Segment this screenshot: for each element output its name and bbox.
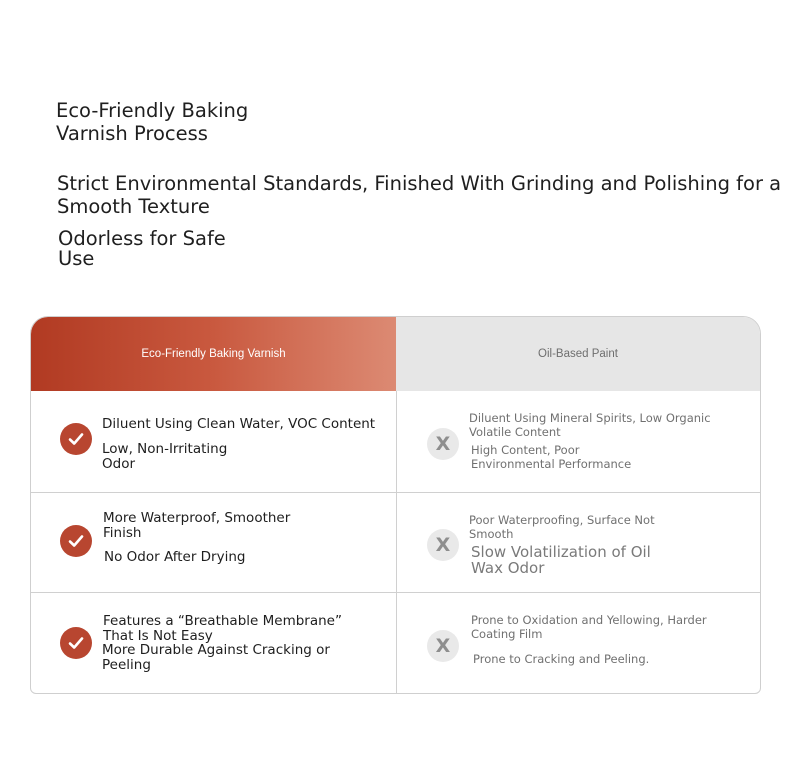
column-divider <box>396 391 397 693</box>
check-circle-icon <box>60 423 92 455</box>
subtitle-odorless: Odorless for Safe Use <box>58 227 226 270</box>
row-divider <box>31 492 760 493</box>
oil-drawback-text: Prone to Cracking and Peeling. <box>473 652 650 666</box>
check-circle-icon <box>60 525 92 557</box>
eco-benefit-text: More Waterproof, Smoother Finish <box>103 510 291 541</box>
row-divider <box>31 592 760 593</box>
page-title: Eco-Friendly Baking Varnish Process <box>56 99 249 145</box>
oil-drawback-text: High Content, Poor Environmental Performance <box>471 443 632 471</box>
subtitle-standards: Strict Environmental Standards, Finished With Grinding and Polishing for a Smooth Texture <box>57 172 782 218</box>
oil-drawback-text: Prone to Oxidation and Yellowing, Harder Coating Film <box>471 613 707 641</box>
comparison-table <box>30 316 761 694</box>
x-circle-icon: X <box>427 529 459 561</box>
eco-varnish-header: Eco-Friendly Baking Varnish <box>31 317 396 391</box>
eco-benefit-text: No Odor After Drying <box>104 549 246 565</box>
oil-drawback-text: Diluent Using Mineral Spirits, Low Organic Volatile Content <box>469 411 711 439</box>
oil-drawback-text: Slow Volatilization of Oil Wax Odor <box>471 543 651 577</box>
eco-benefit-text: More Durable Against Cracking or Peeling <box>102 642 330 673</box>
oil-paint-header: Oil-Based Paint <box>396 317 760 391</box>
eco-benefit-text: Features a “Breathable Membrane” That Is Not Easy <box>103 613 342 644</box>
eco-benefit-text: Low, Non-Irritating Odor <box>102 441 228 472</box>
x-circle-icon: X <box>427 630 459 662</box>
oil-drawback-text: Poor Waterproofing, Surface Not Smooth <box>469 513 655 541</box>
eco-benefit-text: Diluent Using Clean Water, VOC Content <box>102 416 376 432</box>
x-circle-icon: X <box>427 428 459 460</box>
check-circle-icon <box>60 627 92 659</box>
